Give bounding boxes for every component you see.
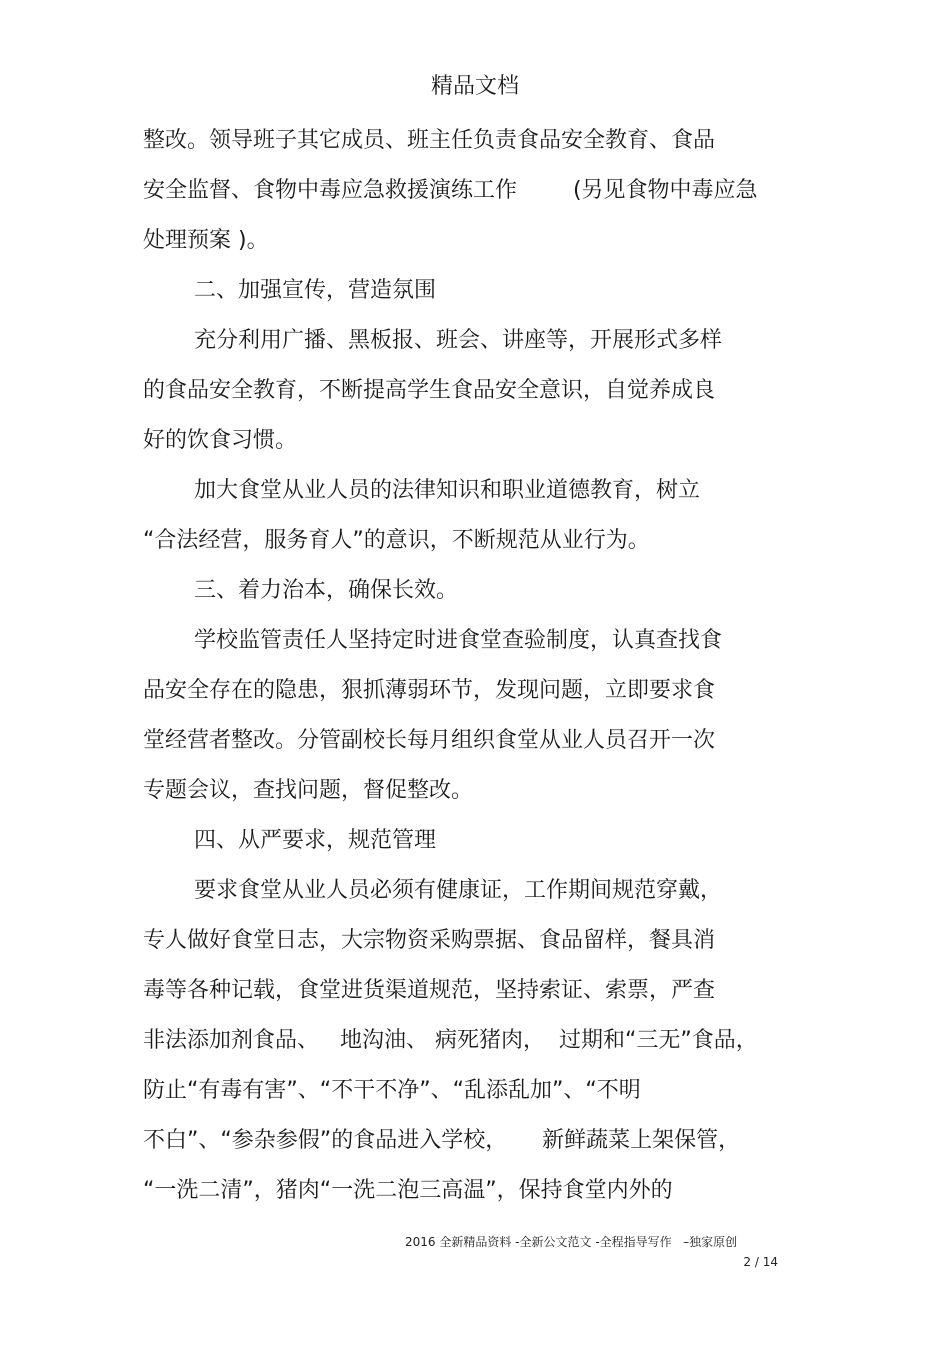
- body-line: 专题会议，查找问题，督促整改。: [143, 778, 474, 803]
- body-line: 加大食堂从业人员的法律知识和职业道德教育，树立: [194, 478, 701, 503]
- body-line: “一洗二清”，猪肉“一洗二泡三高温”，保持食堂内外的: [143, 1178, 673, 1203]
- footer-text: 2016 全新精品资料 -全新公文范文 -全程指导写作 –独家原创: [405, 1235, 738, 1249]
- body-line: 毒等各种记载，食堂进货渠道规范，坚持索证、索票，严查: [143, 978, 716, 1003]
- body-line: 品安全存在的隐患，狠抓薄弱环节，发现问题，立即要求食: [143, 678, 716, 703]
- section-heading: 二、加强宣传，营造氛围: [194, 278, 437, 303]
- body-line: 专人做好食堂日志，大宗物资采购票据、食品留样，餐具消: [143, 928, 716, 953]
- body-line: 要求食堂从业人员必须有健康证，工作期间规范穿戴，: [194, 878, 723, 903]
- body-line: 学校监管责任人坚持定时进食堂查验制度，认真查找食: [194, 628, 723, 653]
- body-line: 处理预案 )。: [143, 228, 269, 253]
- section-heading: 三、着力治本，确保长效。: [194, 578, 459, 603]
- body-line: 不白”、“参杂参假”的食品进入学校， 新鲜蔬菜上架保管，: [143, 1128, 741, 1153]
- body-line: 堂经营者整改。分管副校长每月组织食堂从业人员召开一次: [143, 728, 716, 753]
- body-line: 整改。领导班子其它成员、班主任负责食品安全教育、食品: [143, 128, 716, 153]
- section-heading: 四、从严要求，规范管理: [194, 828, 437, 853]
- body-line: “合法经营，服务育人”的意识，不断规范从业行为。: [143, 528, 650, 553]
- page-header: 精品文档: [430, 74, 519, 99]
- body-line: 的食品安全教育，不断提高学生食品安全意识，自觉养成良: [143, 378, 716, 403]
- body-line: 安全监督、食物中毒应急救援演练工作 (另见食物中毒应急: [143, 178, 758, 203]
- page-number: 2 / 14: [743, 1255, 778, 1269]
- body-line: 非法添加剂食品、 地沟油、 病死猪肉， 过期和“三无”食品，: [143, 1028, 758, 1053]
- body-line: 好的饮食习惯。: [143, 428, 298, 453]
- body-line: 充分利用广播、黑板报、班会、讲座等，开展形式多样: [194, 328, 723, 353]
- body-line: 防止“有毒有害”、“不干不净”、“乱添乱加”、“不明: [143, 1078, 641, 1103]
